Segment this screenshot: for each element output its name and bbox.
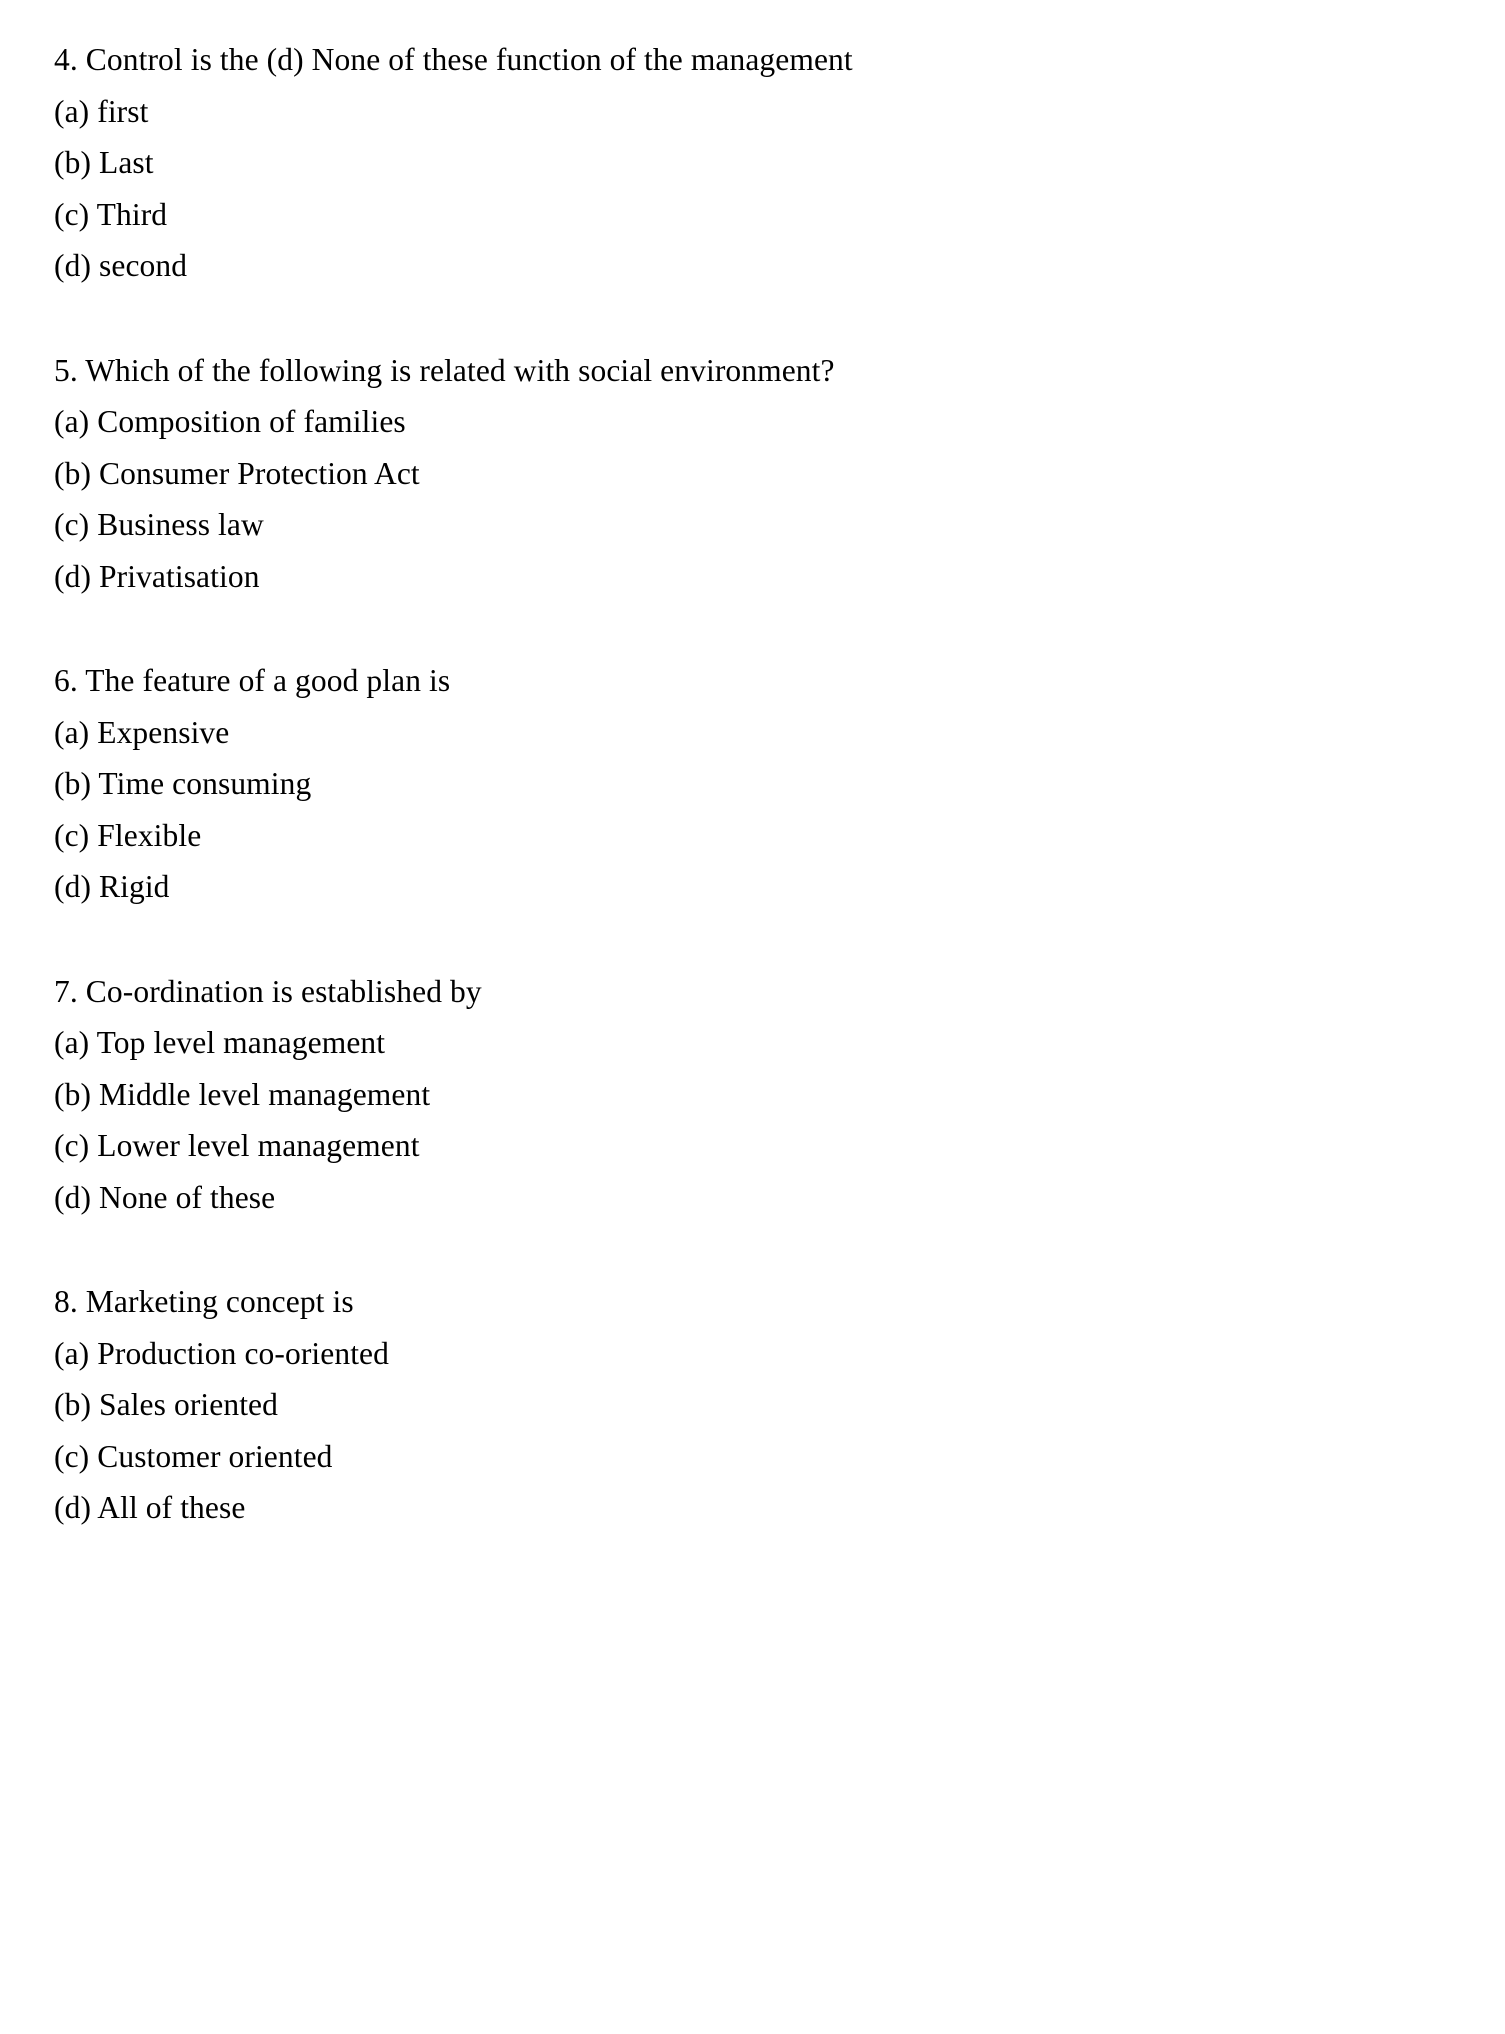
question-block — [54, 966, 1434, 1224]
option-item[interactable]: (c) Customer oriented — [54, 1438, 333, 1474]
question-list — [54, 34, 1434, 1534]
option-list — [54, 86, 1434, 292]
option-item[interactable]: (a) Top level management — [54, 1025, 386, 1060]
question-stem: 6. The feature of a good plan is — [54, 663, 451, 698]
option-item[interactable]: (d) None of these — [54, 1179, 276, 1215]
option-item[interactable]: (d) Rigid — [54, 869, 170, 904]
question-block — [54, 34, 1434, 292]
option-item[interactable]: (b) Consumer Protection Act — [54, 455, 420, 491]
option-item[interactable]: (b) Last — [54, 145, 154, 180]
option-list — [54, 1017, 1434, 1223]
option-item[interactable]: (b) Sales oriented — [54, 1387, 278, 1422]
question-stem: 4. Control is the (d) None of these function of the management — [54, 42, 853, 77]
option-item[interactable]: (b) Middle level management — [54, 1076, 431, 1112]
option-item[interactable]: (a) Production co-oriented — [54, 1335, 389, 1371]
option-item[interactable]: (c) Lower level management — [54, 1128, 420, 1163]
option-item[interactable]: (d) All of these — [54, 1490, 246, 1525]
option-item[interactable]: (d) second — [54, 248, 188, 283]
option-item[interactable]: (a) Expensive — [54, 714, 230, 750]
question-stem: 8. Marketing concept is — [54, 1284, 354, 1319]
question-block — [54, 655, 1434, 913]
question-stem: 5. Which of the following is related with social environment? — [54, 352, 835, 388]
option-item[interactable]: (b) Time consuming — [54, 766, 312, 801]
option-item[interactable]: (a) first — [54, 93, 149, 129]
option-item[interactable]: (a) Composition of families — [54, 404, 406, 439]
option-item[interactable]: (d) Privatisation — [54, 558, 260, 594]
option-item[interactable]: (c) Flexible — [54, 817, 202, 853]
option-list — [54, 707, 1434, 913]
option-item[interactable]: (c) Business law — [54, 507, 264, 542]
option-item[interactable]: (c) Third — [54, 196, 168, 232]
question-block — [54, 1276, 1434, 1534]
question-stem: 7. Co-ordination is established by — [54, 973, 482, 1009]
option-list — [54, 396, 1434, 602]
option-list — [54, 1328, 1434, 1534]
question-block — [54, 345, 1434, 603]
